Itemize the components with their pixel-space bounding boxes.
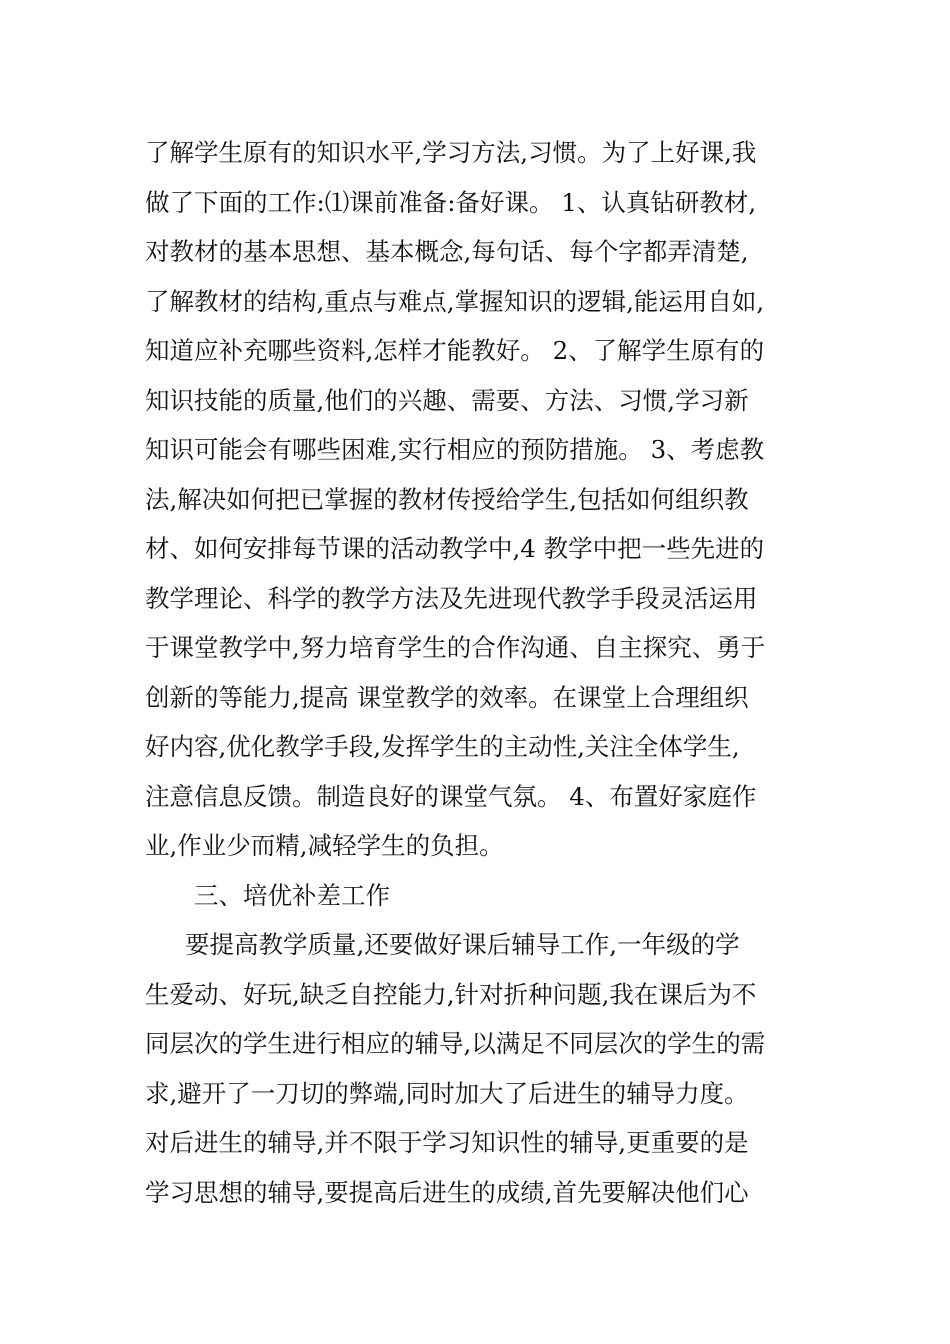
- text-line: 知道应补充哪些资料,怎样才能教好。 2、了解学生原有的: [145, 336, 765, 365]
- section-text-line: 求,避开了一刀切的弊端,同时加大了后进生的辅导力度。: [145, 1078, 749, 1108]
- text-line: 知识技能的质量,他们的兴趣、需要、方法、习惯,学习新: [145, 385, 749, 415]
- section-text-line: 学习思想的辅导,要提高后进生的成绩,首先要解决他们心: [145, 1177, 749, 1207]
- text-line: 对教材的基本思想、基本概念,每句话、每个字都弄清楚,: [145, 237, 749, 266]
- text-line: 了解学生原有的知识水平,学习方法,习惯。为了上好课,我: [145, 138, 757, 167]
- text-line: 法,解决如何把已掌握的教材传授给学生,包括如何组织教: [145, 484, 749, 514]
- section-text-line: 对后进生的辅导,并不限于学习知识性的辅导,更重要的是: [145, 1128, 749, 1157]
- text-line: 做了下面的工作:⑴课前准备:备好课。 1、认真钻研教材,: [145, 187, 757, 217]
- text-line: 于课堂教学中,努力培育学生的合作沟通、自主探究、勇于: [145, 633, 766, 662]
- text-line: 业,作业少而精,减轻学生的负担。: [145, 831, 504, 860]
- text-line: 教学理论、科学的教学方法及先进现代教学手段灵活运用: [145, 583, 758, 613]
- text-line: 好内容,优化教学手段,发挥学生的主动性,关注全体学生,: [145, 732, 740, 761]
- section-text-line: 要提高教学质量,还要做好课后辅导工作,一年级的学: [185, 930, 740, 959]
- text-line: 知识可能会有哪些困难,实行相应的预防措施。 3、考虑教: [145, 435, 765, 464]
- body-text: [145, 128, 815, 1217]
- section-text-line: 生爱动、好玩,缺乏自控能力,针对折种问题,我在课后为不: [145, 979, 757, 1009]
- section-text-line: 同层次的学生进行相应的辅导,以满足不同层次的学生的需: [145, 1029, 766, 1058]
- text-line: 注意信息反馈。制造良好的课堂气氛。 4、布置好家庭作: [145, 781, 757, 811]
- section-heading: 三、培优补差工作: [194, 880, 390, 910]
- text-line: 了解教材的结构,重点与难点,掌握知识的逻辑,能运用自如,: [145, 286, 765, 316]
- text-line: 材、如何安排每节课的活动教学中,4 教学中把一些先进的: [145, 534, 765, 563]
- text-line: 创新的等能力,提高 课堂教学的效率。在课堂上合理组织: [145, 682, 749, 712]
